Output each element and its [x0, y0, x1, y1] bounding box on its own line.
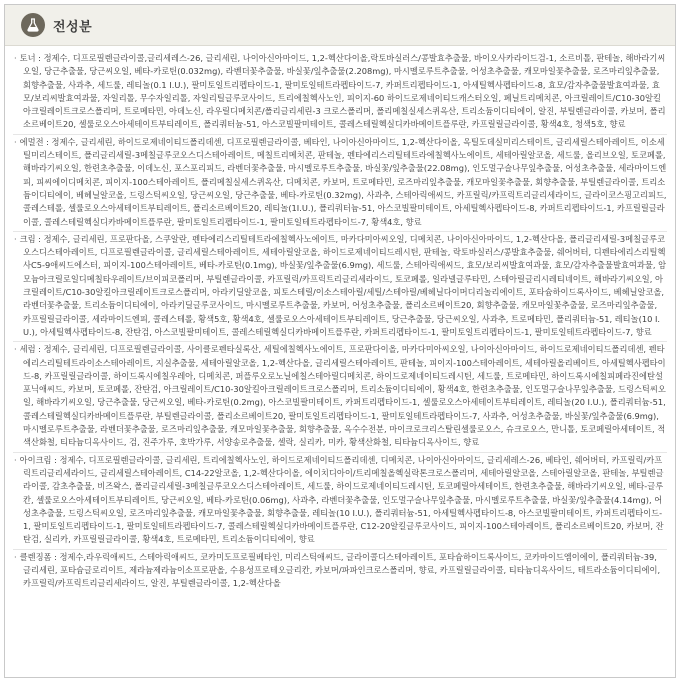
flask-icon [21, 13, 45, 37]
ingredient-item-cleansing-foam: · 클렌징폼 : 정제수,라우릭애씨드, 스테아릭애씨드, 코카미도프로필베타인, 미리스틱애씨드, 글라이콜디스테아레이트, 포타슘하이드록사이드, 코카마이드엠이에이, 폴리쿼터늄-39, 글리세린, 포타슘글로리이트, 제라늄제라늄이소프로판올, 수용성프로테오글리칸, 카보머/파파인크로스폴리머, 향료, 카프릴릴글라이콜, 티타늄디옥사이드, 테트라소듐이디티에이, 카프릴릭/카프릭트리글리세라이드, 알진, 부틸렌글라이콜, 1,2-헥산다올 [14, 551, 661, 589]
section-header [5, 5, 675, 46]
section-title: 전성분 [53, 19, 93, 35]
ingredient-list [5, 46, 675, 593]
ingredient-item-cream: · 크림 : 정제수, 글리세린, 프로판다올, 스쿠알란, 펜타에리스리틸테트라에칠헥사노에이트, 마카다미아씨오일, 디메치콘, 나이아신아마이드, 1,2-헥산다올, 폴리글리세릴-3메칠글루코오스디스테아레이트, 디프로필렌글라이콜, 글리세릴스테아레이트, 세테아릴알코올, 하이드로제네이티드레시틴, 판테놀, 락토바실러스/콩발효추출물, 쉐어버터, 디펜타에리스리틸헥사C5-9애씨드에스터, 피이지-100스테아레이트, 베타-카로틴(0.1mg), 바실꽃/잎추출물(6.9mg), 세드룰, 스테아릭애씨드, 효모/보리씨발효여과물, 효모/감자추출물발효여과물, 암모늄아크릴로일디메칠타우레이트/브이피코폴리머, 부틸렌글라이콜, 카프릴릭/카프릭트리글리세라이드, 토코페롤, 일라넬글루타민, 스테아릴글리시레티네이트, 해바라기씨오일, 아크릴레이트/C10-30알킬아크릴레이트크로스폴리머, 아라키딜알코올, 피토스테릴/이소스테아릴/세틸/스테아릴/베헤닐다이머디리놀리에이트, 포타슘하이드록사이드, 베헤닐알코올, 라벤더꽃추출물, 트리소듐이디티에이, 아라키딜글루코사이드, 마시멜로루트추출물, 카보머, 어성초추출물, 폴리소르베이트20, 회향추출물, 캐모마일꽃추출물, 로즈마리잎추출물, 카프릴릴글라이콜, 세라마이드엔피, 콜레스테롤, 황색5호, 황색4호, 셀룰로오스아세테이트부티레이트, 당근추출물, 당근씨오일, 사과추, 트로메타민, 폴리쿼터늄-51, 레티놀(10 I.U.), 아세틸헥사펩타이드-8, 잔탄검, 아스코빌팔미테이트, 콜레스테릴헥실디카바메이트플루란, 카퍼트리펩타이드-1, 팔미토일트리펩타이드-1, 팔미토일테트라펩타이드-7, 향료 [13, 232, 667, 342]
ingredients-panel [4, 4, 676, 678]
ingredient-item-toner: · 토너 : 정제수, 디프로필렌글라이콜,글리세레스-26, 글리세린, 나이아신아마이드, 1,2-헥산다이올,락토바실러스/콩발효추출물, 바이오사카라이드검-1, 소르비톨, 판테놀, 해바라기씨오일, 당근추출물, 당근씨오일, 베타-카로틴(0.032mg), 라벤더꽃추출물, 바실꽃/잎추출물(2.208mg), 마시멜로루트추출물, 어성초추출물, 캐모마일꽃추출물, 로즈마리잎추출물, 회향추출물, 사과추, 세드룰, 레티놀(0.1 I.U.), 팔미토일트리펩타이드-1, 팔미토일테트라펩타이드-7, 카퍼트리펩타이드-1, 아세틸헥사펩타이드-8, 효모/감자추출물발효여과물, 효모/보리씨발효여과물, 자일리톨, 무수자일리톨, 자일리틸글루코사이드, 트리에칠헥사노인, 피이지-60 하이드로제네이티드캐스터오일, 페닐트리메치콘, 아크릴레이트/C10-30알킬아크릴레이트크로스폴리머, 트로메타민, 아데노신, 라우릴디메치콘/폴리글리세린-3 크로스폴리머, 폴리메칠실세스퀴옥산, 트리소듐이디티에이, 알진, 부틸렌글라이콜, 카보머, 폴리소르베이트20, 셀룰로오스아세테이트부티레이트, 폴리쿼터늄-51, 아스코빌팔미테이트, 콜레스테릴헥실디카바메이트플루란, 카프릴릴글라이콜, 황색4호, 청색5호, 향료 [13, 51, 667, 135]
ingredient-item-eye-cream: · 아이크림 : 정제수, 디프로필렌글라이콜, 글리세린, 트리에칠헥사노인, 하이드로제네이티드폴리데센, 디메치콘, 나이아신아마이드, 글리세레스-26, 베타인, 쉐어버터, 카프릴릭/카프릭트리글리세라이드, 글리세릴스테아레이트, C14-22알코올, 1,2-헥산다이올, 에이치디아이/트리메칠올헥실락톤크로스폴리머, 세테아릴알코올, 스테아릴알코올, 판테놀, 부틸렌글라이콜, 감초추출물, 비즈왁스, 폴리글리세릴-3메칠글루코오스디스테아레이트, 세드룰, 하이드로제네이티드레시틴, 토코페릴아세테이트, 한련초추출물, 해바라기씨오일, 베타-글루칸, 셀룰로오스아세테이트부티레이트, 당근씨오일, 베타-카로틴(0.06mg), 사과추, 라벤더꽃추출물, 인도멀구슬나무잎추출물, 마시멜로루트추출물, 바실꽃/잎추출물(4.14mg), 어성초추출물, 드링스틱씨오일, 로즈마리잎추출물, 캐모마일꽃추출물, 회향추출물, 레티놀(10 I.U.), 폴리쿼터늄-51, 아세틸헥사펩타이드-8, 아스코빌팔미테이트, 카퍼트리펩타이드-1, 팔미토일트리펩타이드-1, 팔미토일테트라펩타이드-7, 콜레스테릴헥실디카바메이트플루란, C12-20알킬글루코사이드, 피이지-100스테아레이트, 폴리소르베이트20, 카보머, 잔탄검, 실리카, 카프릴릴글라이콜, 황색4호, 트로메타민, 트리소듐이디티에이, 향료 [13, 453, 667, 550]
ingredient-item-emulsion: · 에멀전 : 정제수, 글리세린, 하이드로제네이티드폴리데센, 디프로필렌글라이콜, 베타인, 나이아신아마이드, 1,2-헥산다이올, 옥틸도데실미리스테이트, 글리세릴스테아레이트, 이소세틸미리스테이트, 폴리글리세릴-3메칠글루코오스디스테아레이트, 메칠트리메치콘, 판테놀, 펜타에리스리틸테트라에칠헥사노에이트, 세테아릴알코올, 세드룰, 올리브오일, 토코페롤, 해바라기씨오일, 한련초추출물, 이데노신, 포스포리피드, 라벤더꽃추출물, 마시멜로루트추출물, 바실꽃/잎추출물(22.08mg), 인도멀구슬나무잎추출물, 어성초추출물, 세라마이드엔피, 피씨에이디메치콘, 피이지-100스테아레이트, 폴리메칠실세스퀴옥산, 디메치콘, 카보머, 트로메타민, 로즈마리잎추출물, 캐모마일꽃추출물, 회향추출물, 부틸렌글라이콜, 트리소듐이디티에이, 베헤닐알코올, 드링스틱씨오일, 당근씨오일, 당근추출물, 베타-카로틴(0.32mg), 사과추, 스테아릭애씨드, 카프릴릭/카프릭트리글리세라이드, 글라이코스핑고리피드, 콜레스테롤, 셀룰로오스아세테이트부티레이트, 폴리소르베이트20, 레티놀(1I.U.), 폴리쿼터늄-51, 아스코빌팔미테이트, 아세틸헥사펩타이드-8, 카퍼트리펩타이드-1, 카프릴릴글라이콜, 콜레스테릴헥실디카바메이트플루란, 팔미토일트리펩타이드-1, 팔미토일테트라펩타이드-7, 황색4호, 향료 [13, 135, 667, 232]
ingredient-item-serum: · 세럼 : 정제수, 글리세린, 디프로필렌글라이콜, 사이클로펜타실록산, 세틸에칠헥사노에이트, 프로판다이올, 마카다미아씨오일, 나이아신아마이드, 하이드로제네이티드폴리데센, 펜타에리스리틸테트라이소스테아레이트, 지실추출물, 세테아릴알코올, 1,2-헥산다올, 글리세릴스테아레이트, 판테놀, 피이지-100스테아레이트, 세테아릴올리베이트, 아세틸헥사펩타이드-8, 카프릴릴글라이콜, 하이드록시에칠우레아, 디메치콘, 퍼플루오로노닐에칠스테아릴디메치콘, 하이드로제네이티드레시틴, 세드룰, 트로메타민, 하이드록시에칠피페라진에탄설포닉애씨드, 카보머, 토코페롤, 잔탄검, 아크릴레이트/C10-30알킬아크릴레이트크로스폴리머, 트리소듐이디티에이, 황색4호, 한련초추출물, 인도멀구슬나무잎추출물, 드링스틱씨오일, 해바라기씨오일, 당근추출물, 당근씨오일, 베타-카로틴(0.2mg), 아스코빌팔미테이트, 카퍼트리펩타이드-1, 셀룰로오스아세테이트부티레이트, 레티놀(20 I.U.), 폴리쿼터늄-51, 콜레스테릴헥실디카바메이트플루란, 부틸렌글라이콜, 폴리소르베이트20, 팔미토일트리펩타이드-1, 팔미토일테트라펩타이드-7, 사과추, 어성초추출물, 바실꽃/잎추출물(6.9mg), 마시멜로루트추출물, 라벤더꽃추출물, 로즈마리잎추출물, 캐모마일꽃추출물, 회향추출물, 옥수수전분, 마이크로크리스탈린셀룰로오스, 슈크로오스, 만니톨, 토코페릴아세테이트, 적색산화철, 티타늄디옥사이드, 검, 진주가루, 호박가루, 서양송로추출물, 셀락, 실리카, 미카, 황색산화철, 티타늄디옥사이드, 향료 [13, 342, 667, 452]
